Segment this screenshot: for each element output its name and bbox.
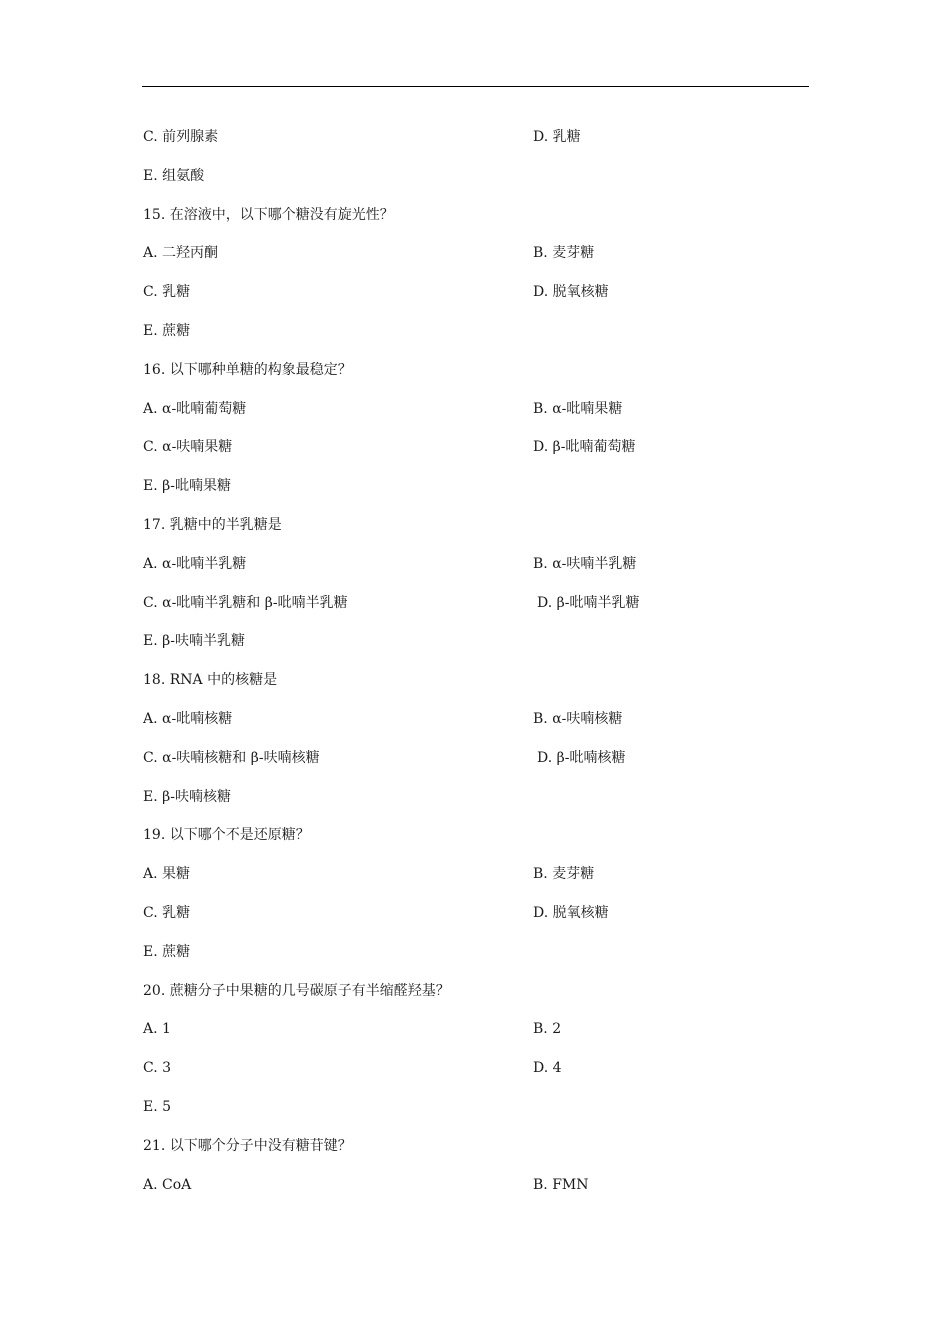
option-text: B. α-吡喃果糖 xyxy=(533,400,623,417)
option-text: B. FMN xyxy=(533,1176,589,1193)
text-line xyxy=(143,584,810,623)
line-text: A. α-吡喃核糖 xyxy=(143,710,233,727)
option-text: D. β-吡喃核糖 xyxy=(537,749,626,766)
text-line xyxy=(143,351,810,390)
line-text: 20. 蔗糖分子中果糖的几号碳原子有半缩醛羟基？ xyxy=(143,982,450,999)
line-text: E. β-吡喃果糖 xyxy=(143,478,231,495)
line-text: E. 5 xyxy=(143,1098,172,1115)
text-line xyxy=(143,700,810,739)
line-text: 18. RNA 中的核糖是 xyxy=(143,672,278,689)
line-text: A. α-吡喃葡萄糖 xyxy=(143,400,247,417)
text-line xyxy=(143,661,810,700)
text-line xyxy=(143,933,810,972)
option-text: B. α-呋喃半乳糖 xyxy=(533,555,637,572)
line-text: E. 组氨酸 xyxy=(143,167,205,184)
option-text: B. 麦芽糖 xyxy=(533,245,595,262)
text-line xyxy=(143,972,810,1011)
text-line xyxy=(143,855,810,894)
line-text: A. 果糖 xyxy=(143,866,191,883)
text-line xyxy=(143,816,810,855)
option-text: D. 脱氧核糖 xyxy=(533,284,609,301)
text-line xyxy=(143,428,810,467)
option-text: B. 麦芽糖 xyxy=(533,866,595,883)
option-text: B. 2 xyxy=(533,1021,562,1038)
line-text: A. 二羟丙酮 xyxy=(143,245,219,262)
line-text: C. α-吡喃半乳糖和 β-吡喃半乳糖 xyxy=(143,594,348,611)
option-text: D. 4 xyxy=(533,1060,562,1077)
text-line xyxy=(143,390,810,429)
line-text: E. β-呋喃半乳糖 xyxy=(143,633,245,650)
text-line xyxy=(143,467,810,506)
text-line xyxy=(143,1010,810,1049)
line-text: E. β-呋喃核糖 xyxy=(143,788,231,805)
text-line xyxy=(143,273,810,312)
text-line xyxy=(143,545,810,584)
line-text: 15. 在溶液中，以下哪个糖没有旋光性？ xyxy=(143,206,394,223)
line-text: C. 乳糖 xyxy=(143,284,191,301)
line-text: A. CoA xyxy=(143,1176,192,1193)
text-line xyxy=(143,196,810,235)
line-text: 19. 以下哪个不是还原糖？ xyxy=(143,827,310,844)
text-line xyxy=(143,157,810,196)
text-line xyxy=(143,312,810,351)
line-text: C. α-呋喃果糖 xyxy=(143,439,233,456)
text-line xyxy=(143,1088,810,1127)
text-line xyxy=(143,622,810,661)
text-line xyxy=(143,739,810,778)
option-text: D. β-吡喃半乳糖 xyxy=(537,594,640,611)
line-text: E. 蔗糖 xyxy=(143,943,191,960)
line-text: 16. 以下哪种单糖的构象最稳定？ xyxy=(143,361,352,378)
line-text: C. α-呋喃核糖和 β-呋喃核糖 xyxy=(143,749,320,766)
text-line xyxy=(143,778,810,817)
text-line xyxy=(143,1127,810,1166)
line-text: A. 1 xyxy=(143,1021,171,1038)
option-text: D. β-吡喃葡萄糖 xyxy=(533,439,636,456)
text-line xyxy=(143,234,810,273)
line-text: 21. 以下哪个分子中没有糖苷键？ xyxy=(143,1137,352,1154)
line-text: A. α-吡喃半乳糖 xyxy=(143,555,247,572)
option-text: B. α-呋喃核糖 xyxy=(533,710,623,727)
text-line xyxy=(143,894,810,933)
document-body xyxy=(143,118,810,1204)
line-text: C. 乳糖 xyxy=(143,904,191,921)
text-line xyxy=(143,506,810,545)
line-text: C. 3 xyxy=(143,1060,172,1077)
option-text: D. 乳糖 xyxy=(533,129,581,145)
line-text: 17. 乳糖中的半乳糖是 xyxy=(143,516,282,533)
text-line xyxy=(143,1049,810,1088)
text-line xyxy=(143,1166,810,1205)
line-text: C. 前列腺素 xyxy=(143,129,219,145)
header-rule xyxy=(142,86,809,87)
text-line xyxy=(143,118,810,157)
option-text: D. 脱氧核糖 xyxy=(533,904,609,921)
line-text: E. 蔗糖 xyxy=(143,322,191,339)
